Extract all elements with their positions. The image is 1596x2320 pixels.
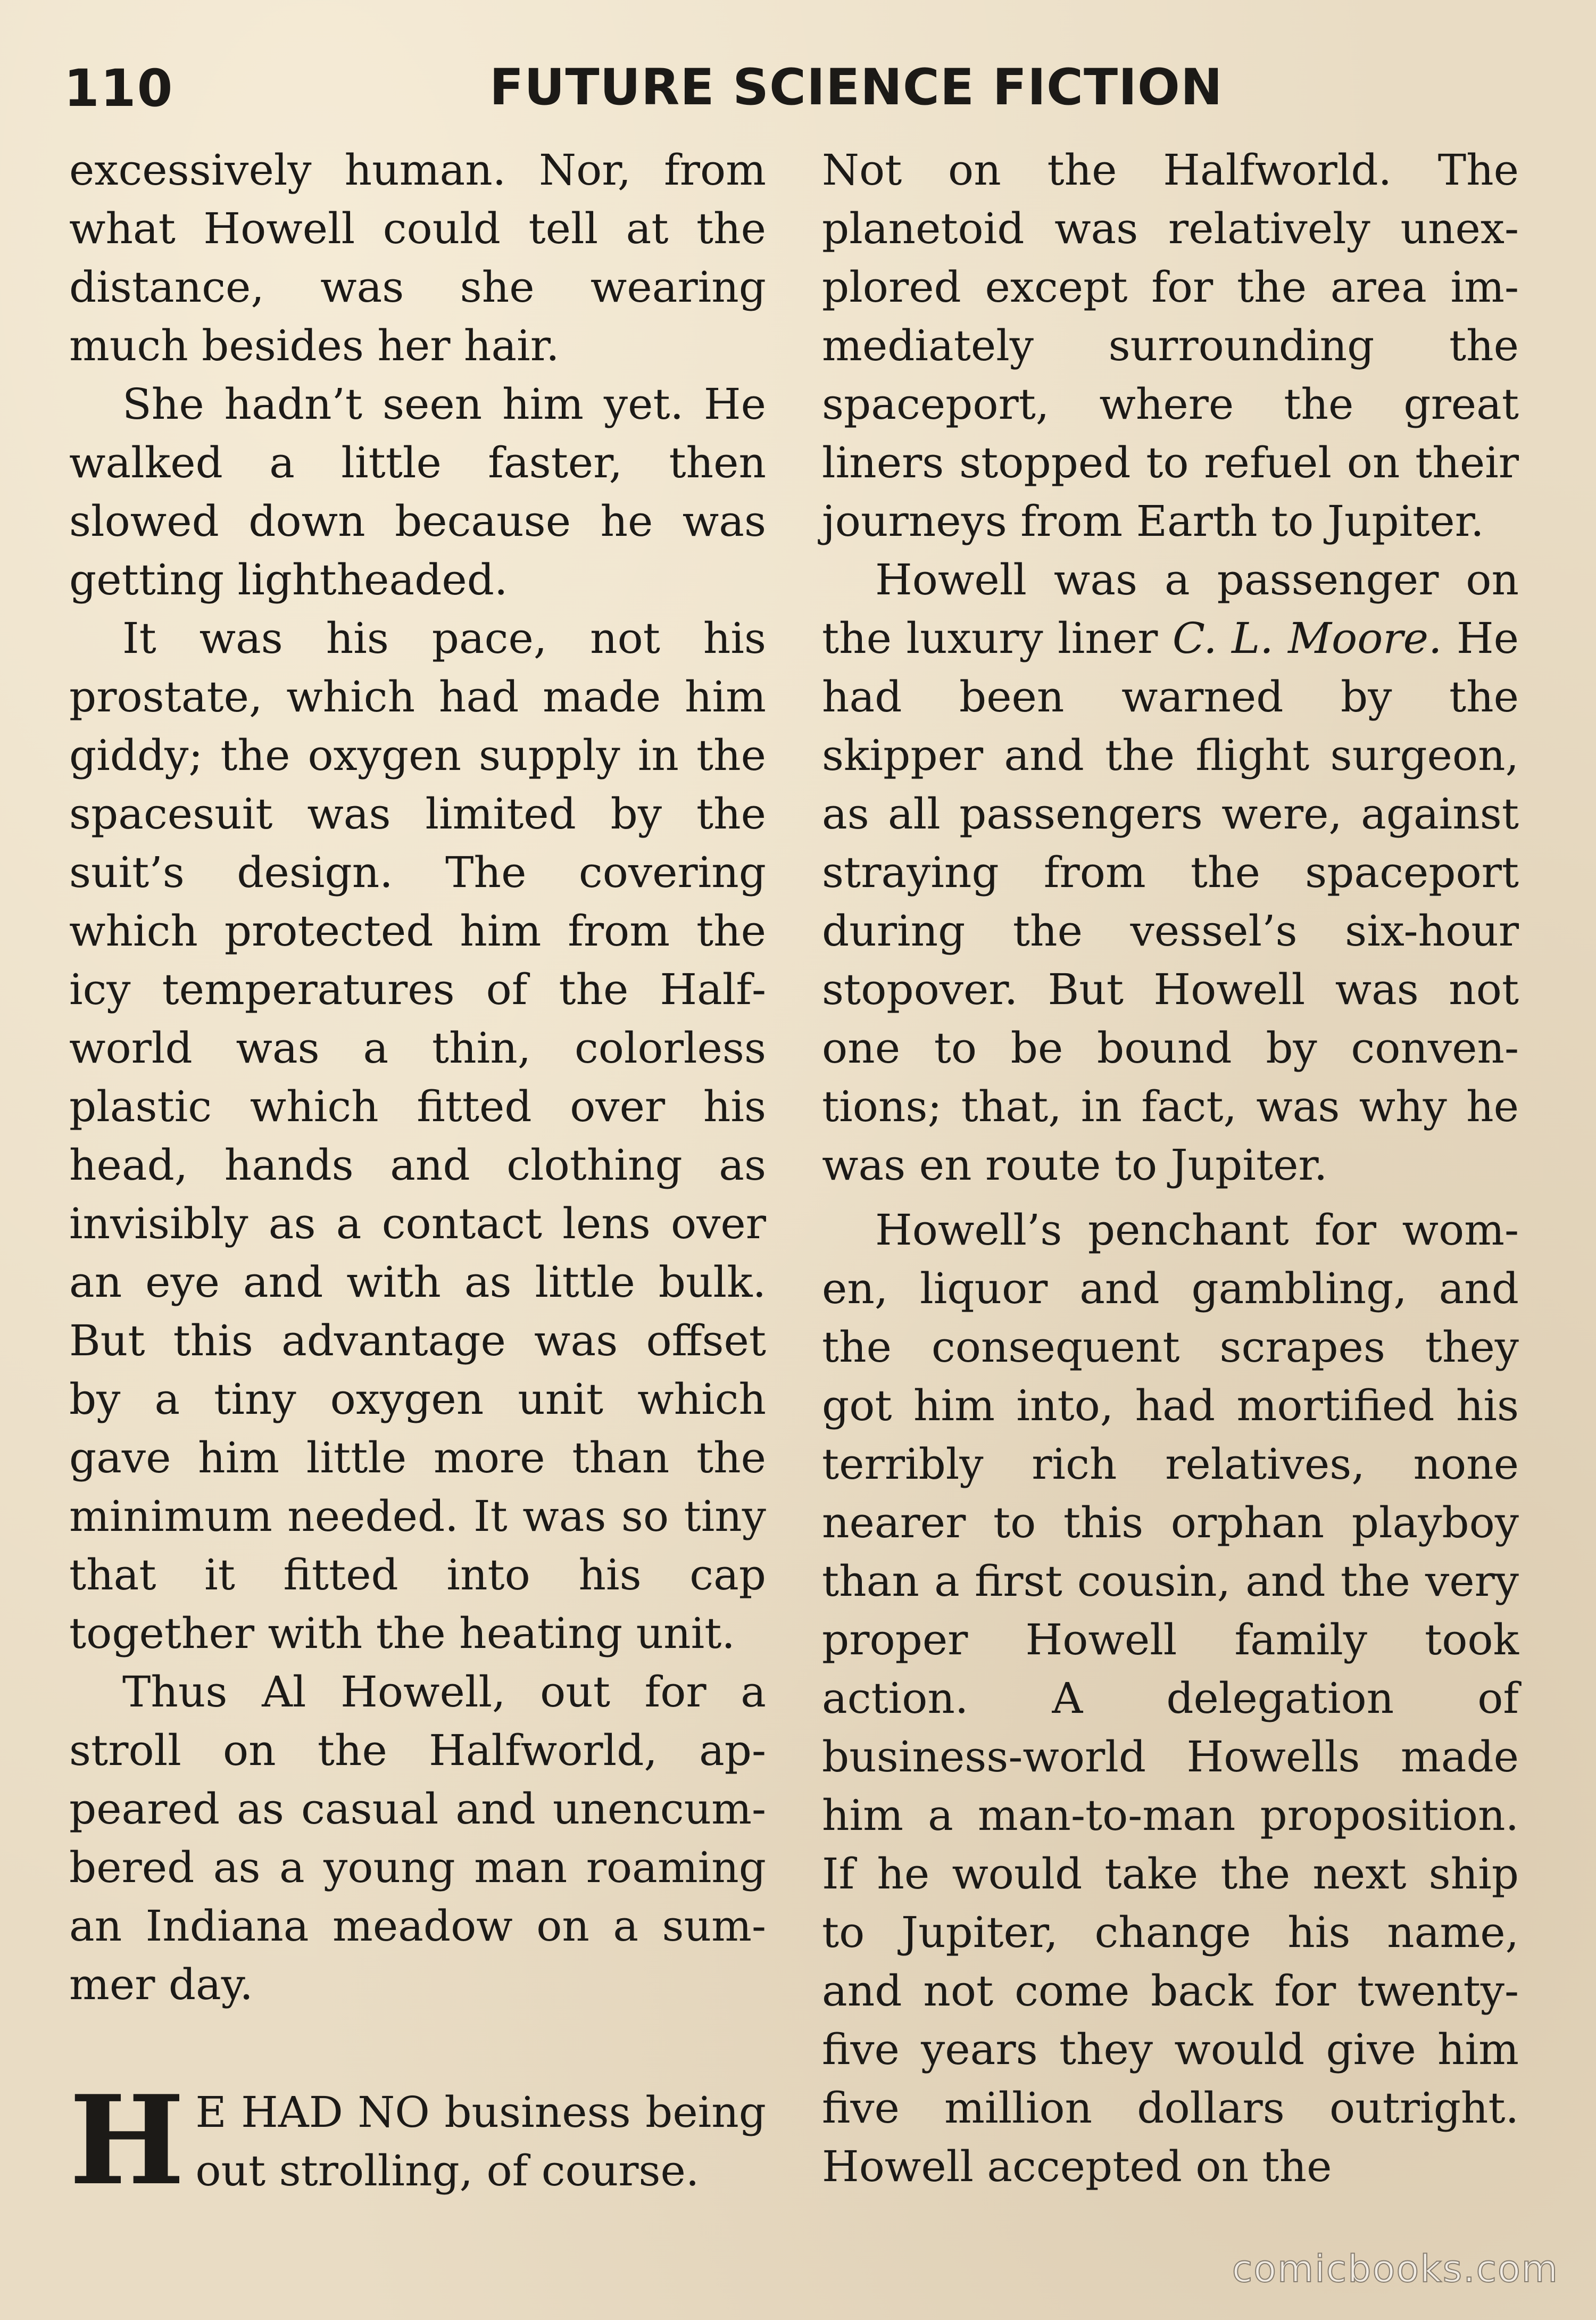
page-header [64, 53, 1532, 122]
paragraph: Howell’s penchant for women, liquor and gambling, and the consequent scrapes they got him into, had mortified his terribly rich relatives, none nearer to this orphan playboy than a first cousin, and the very proper Howell family took action. A delegation of business-world Howells made him a man-to-man proposition. If he would take the next ship to Jupiter, change his name, and not come back for twenty-five years they would give him five million dollars outright. Howell accepted on the [822, 1205, 1519, 2191]
ship-name: C. L. Moore. [1172, 614, 1442, 663]
paragraph-text: Howell was a passenger on the luxury liner [822, 555, 1519, 663]
section-start [69, 2069, 766, 2213]
drop-cap: H [69, 2069, 185, 2213]
paragraph: excessively human. Nor, from what Howell could tell at the distance, was she wearing much besides her hair. [69, 145, 766, 370]
page-number: 110 [64, 59, 174, 118]
paragraph: She hadn’t seen him yet. He walked a little faster, then slowed down because he was getting lightheaded. [69, 379, 766, 604]
section-opening-text: E HAD NO business being out strolling, of course. [195, 2087, 766, 2195]
right-column [822, 141, 1519, 2196]
left-column [69, 141, 766, 2213]
paragraph: Thus Al Howell, out for a stroll on the Halfworld, appeared as casual and unencumbered as a young man roaming an Indiana meadow on a summer day. [69, 1667, 766, 2009]
paragraph: Not on the Halfworld. The planetoid was relatively unexplored except for the area immediately surrounding the spaceport, where the great liners stopped to refuel on their journeys from Earth to Jupiter. [822, 145, 1519, 546]
paragraph [822, 551, 1519, 1195]
watermark: comicbooks.com [1232, 2247, 1559, 2291]
paragraph-text: He had been warned by the skipper and the flight surgeon, as all passengers were, against straying from the spaceport during the vessel’s six-hour stopover. But Howell was not one to be bound by conventions; that, in fact, was why he was en route to Jupiter. [822, 614, 1519, 1190]
running-title: FUTURE SCIENCE FICTION [489, 59, 1223, 117]
paragraph: It was his pace, not his prostate, which had made him giddy; the oxygen supply in the spacesuit was limited by the suit’s design. The covering which protected him from the icy temperatures of the Halfworld was a thin, colorless plastic which fitted over his head, hands and clothing as invisibly as a contact lens over an eye and with as little bulk. But this advantage was offset by a tiny oxygen unit which gave him little more than the minimum needed. It was so tiny that it fitted into his cap together with the heating unit. [69, 614, 766, 1658]
